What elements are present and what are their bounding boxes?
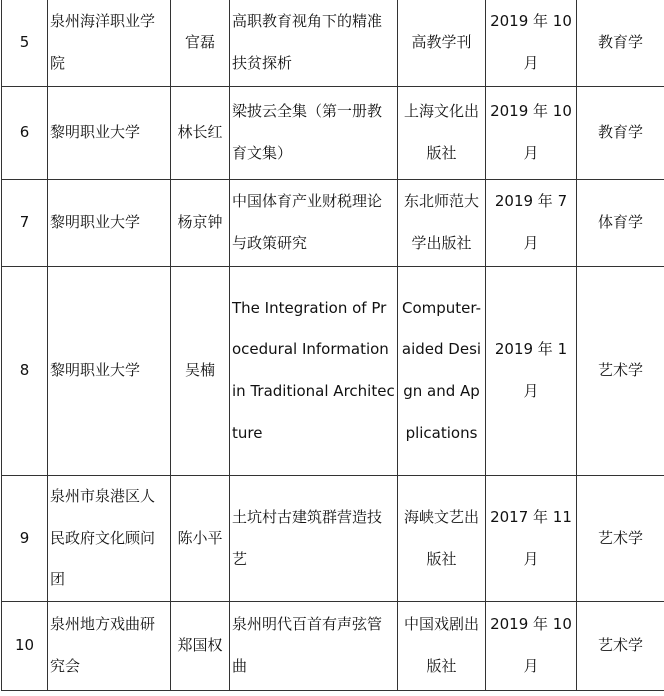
subject-cell: 艺术学 bbox=[577, 476, 664, 602]
publisher-cell: 高教学刊 bbox=[398, 0, 486, 87]
publisher-cell: 东北师范大学出版社 bbox=[398, 180, 486, 267]
table-row bbox=[2, 602, 664, 691]
publisher-cell: Computer-aided Design and Applications bbox=[398, 267, 486, 476]
title-cell: 高职教育视角下的精准扶贫探析 bbox=[230, 0, 398, 87]
table-row bbox=[2, 87, 664, 180]
unit-cell: 黎明职业大学 bbox=[48, 180, 171, 267]
unit-cell: 泉州海洋职业学院 bbox=[48, 0, 171, 87]
table-row bbox=[2, 476, 664, 602]
row-number: 10 bbox=[2, 602, 48, 691]
date-cell: 2019 年 7 月 bbox=[486, 180, 577, 267]
publisher-cell: 中国戏剧出版社 bbox=[398, 602, 486, 691]
row-number: 8 bbox=[2, 267, 48, 476]
date-cell: 2019 年 10 月 bbox=[486, 602, 577, 691]
unit-cell: 黎明职业大学 bbox=[48, 87, 171, 180]
author-cell: 吴楠 bbox=[171, 267, 230, 476]
row-number: 9 bbox=[2, 476, 48, 602]
table-row bbox=[2, 0, 664, 87]
title-cell: 土坑村古建筑群营造技艺 bbox=[230, 476, 398, 602]
table-row bbox=[2, 267, 664, 476]
title-cell: 梁披云全集（第一册教育文集） bbox=[230, 87, 398, 180]
author-cell: 陈小平 bbox=[171, 476, 230, 602]
publisher-cell: 上海文化出版社 bbox=[398, 87, 486, 180]
unit-cell: 黎明职业大学 bbox=[48, 267, 171, 476]
title-cell: 中国体育产业财税理论与政策研究 bbox=[230, 180, 398, 267]
table-row bbox=[2, 180, 664, 267]
author-cell: 官磊 bbox=[171, 0, 230, 87]
row-number: 5 bbox=[2, 0, 48, 87]
title-cell: The Integration of Procedural Information in Traditional Architecture bbox=[230, 267, 398, 476]
unit-cell: 泉州市泉港区人民政府文化顾问团 bbox=[48, 476, 171, 602]
date-cell: 2019 年 1 月 bbox=[486, 267, 577, 476]
row-number: 7 bbox=[2, 180, 48, 267]
date-cell: 2019 年 10 月 bbox=[486, 0, 577, 87]
subject-cell: 艺术学 bbox=[577, 602, 664, 691]
subject-cell: 艺术学 bbox=[577, 267, 664, 476]
date-cell: 2017 年 11 月 bbox=[486, 476, 577, 602]
publisher-cell: 海峡文艺出版社 bbox=[398, 476, 486, 602]
unit-cell: 泉州地方戏曲研究会 bbox=[48, 602, 171, 691]
title-cell: 泉州明代百首有声弦管曲 bbox=[230, 602, 398, 691]
achievement-table bbox=[1, 0, 664, 691]
author-cell: 杨京钟 bbox=[171, 180, 230, 267]
subject-cell: 教育学 bbox=[577, 87, 664, 180]
subject-cell: 教育学 bbox=[577, 0, 664, 87]
author-cell: 郑国权 bbox=[171, 602, 230, 691]
subject-cell: 体育学 bbox=[577, 180, 664, 267]
date-cell: 2019 年 10 月 bbox=[486, 87, 577, 180]
author-cell: 林长红 bbox=[171, 87, 230, 180]
row-number: 6 bbox=[2, 87, 48, 180]
